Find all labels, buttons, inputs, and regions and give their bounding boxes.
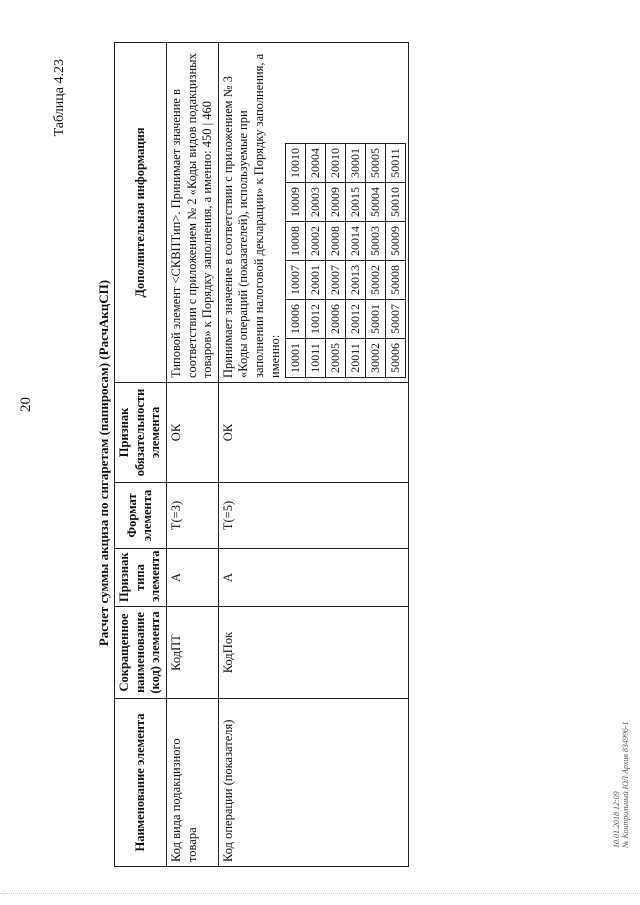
code-value: 20015 <box>346 183 366 222</box>
code-value: 10008 <box>286 222 306 261</box>
page-number: 20 <box>18 397 34 412</box>
codes-row <box>326 144 346 378</box>
code-value: 50003 <box>366 222 386 261</box>
code-value: 20001 <box>306 261 326 300</box>
code-value: 50008 <box>386 261 406 300</box>
element-type: А <box>166 549 218 607</box>
column-header: Формат элемента <box>115 483 167 549</box>
element-info: Типовой элемент <СКВПТип>. Принимает значение в соответствии с приложением № 2 «Коды видов подакцизных товаров» к Порядку заполнения, а именно: 450 | 460 <box>166 43 218 383</box>
code-value: 20009 <box>326 183 346 222</box>
element-required: ОК <box>166 383 218 483</box>
codes-row <box>306 144 326 378</box>
page-bottom-divider <box>0 893 640 894</box>
element-name: Код операции (показателя) <box>218 699 409 867</box>
code-value: 10012 <box>306 300 326 339</box>
stamp-line: 10.01.2018 12:09 <box>612 791 621 848</box>
code-value: 50006 <box>386 339 406 378</box>
code-value: 20004 <box>306 144 326 183</box>
code-value: 20011 <box>346 339 366 378</box>
column-header: Признак типа элемента <box>115 549 167 607</box>
table-label: Таблица 4.23 <box>52 59 67 137</box>
codes-row <box>286 144 306 378</box>
element-required: ОК <box>218 383 409 483</box>
elements-table <box>114 42 409 867</box>
element-info-cell <box>218 43 409 383</box>
code-value: 20003 <box>306 183 326 222</box>
code-value: 50001 <box>366 300 386 339</box>
code-value: 50010 <box>386 183 406 222</box>
code-value: 30001 <box>346 144 366 183</box>
code-value: 20007 <box>326 261 346 300</box>
code-value: 50007 <box>386 300 406 339</box>
element-info: Принимает значение в соответствии с приложением № 3 «Коды операций (показателей), используемые при заполнении налоговой декларации» к Порядку заполнения, а именно: <box>220 53 282 378</box>
table-row <box>218 43 409 867</box>
element-code: КодПок <box>218 607 409 699</box>
code-value: 20013 <box>346 261 366 300</box>
stamp-line: № Контрольный ЮЛ Архив 834996-1 <box>621 721 630 848</box>
operation-codes-grid <box>285 143 406 378</box>
code-value: 20008 <box>326 222 346 261</box>
column-header: Сокращенное наименование (код) элемента <box>115 607 167 699</box>
code-value: 20002 <box>306 222 326 261</box>
code-value: 50004 <box>366 183 386 222</box>
code-value: 20012 <box>346 300 366 339</box>
code-value: 10007 <box>286 261 306 300</box>
rotated-content <box>52 43 592 883</box>
code-value: 30002 <box>366 339 386 378</box>
column-header: Дополнительная информация <box>115 43 167 383</box>
code-value: 20006 <box>326 300 346 339</box>
code-value: 10011 <box>306 339 326 378</box>
code-value: 50009 <box>386 222 406 261</box>
codes-row <box>386 144 406 378</box>
column-header: Наименование элемента <box>115 699 167 867</box>
element-format: T(=5) <box>218 483 409 549</box>
code-value: 20014 <box>346 222 366 261</box>
table-row <box>166 43 218 867</box>
table-header-row <box>115 43 167 867</box>
code-value: 10001 <box>286 339 306 378</box>
element-code: КодПТ <box>166 607 218 699</box>
code-value: 20005 <box>326 339 346 378</box>
code-value: 10006 <box>286 300 306 339</box>
element-name: Код вида подакцизного товара <box>166 699 218 867</box>
element-format: T(=3) <box>166 483 218 549</box>
table-caption: Расчет суммы акциза по сигаретам (папиросам) (РасчАкцСП) <box>96 279 111 647</box>
code-value: 20010 <box>326 144 346 183</box>
column-header: Признак обязательности элемента <box>115 383 167 483</box>
element-type: А <box>218 549 409 607</box>
code-value: 50002 <box>366 261 386 300</box>
codes-row <box>346 144 366 378</box>
code-value: 10009 <box>286 183 306 222</box>
code-value: 10010 <box>286 144 306 183</box>
code-value: 50005 <box>366 144 386 183</box>
electronic-stamp <box>612 721 630 848</box>
code-value: 50011 <box>386 144 406 183</box>
codes-row <box>366 144 386 378</box>
